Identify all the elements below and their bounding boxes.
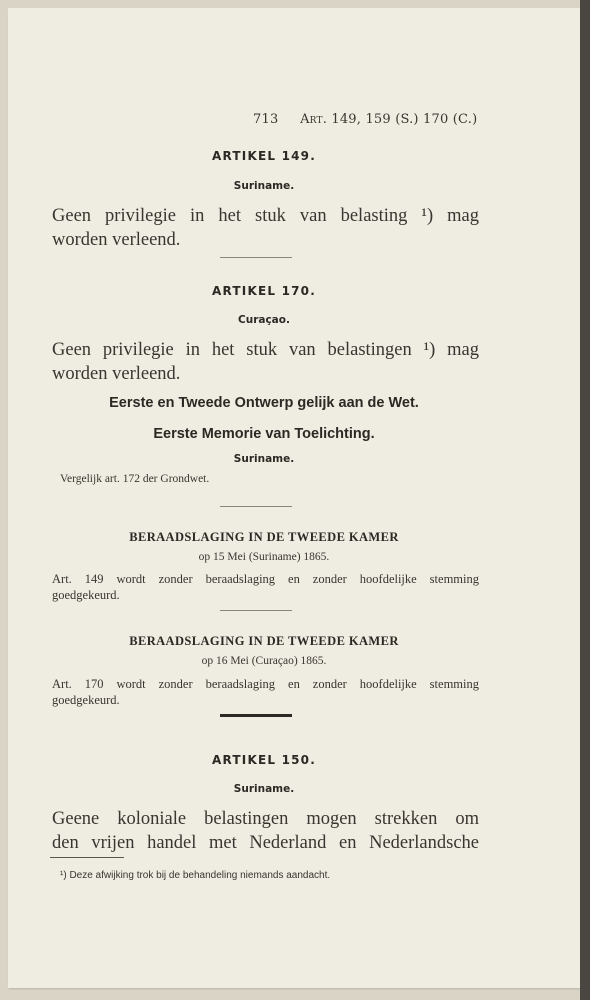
art149-title: ARTIKEL 149.: [212, 149, 316, 163]
art150-text-line1: Geene koloniale belastingen mogen strekken om: [52, 809, 479, 829]
art149-text-line2: worden verleend.: [52, 230, 181, 250]
footnote: ¹) Deze afwijking trok bij de behandeling niemands aandacht.: [60, 870, 331, 881]
art170-text: [52, 338, 479, 386]
beraad2-title: BERAADSLAGING IN DE TWEEDE KAMER: [129, 634, 399, 648]
separator-rule: [220, 610, 292, 611]
footnote-rule: [50, 857, 124, 858]
book-page: [8, 8, 580, 988]
art149-text: [52, 204, 479, 252]
beraad1-line1: Art. 149 wordt zonder beraadslaging en zonder hoofdelijke stemming: [52, 572, 479, 586]
beraad2-line1: Art. 170 wordt zonder beraadslaging en zonder hoofdelijke stemming: [52, 677, 479, 691]
beraad2-date: op 16 Mei (Curaçao) 1865.: [201, 655, 327, 667]
art170-title: ARTIKEL 170.: [212, 284, 316, 298]
memorie-heading: Eerste Memorie van Toelichting.: [153, 426, 375, 442]
art150-region: Suriname.: [233, 783, 295, 795]
page-edge: [580, 0, 590, 1000]
art149-region: Suriname.: [233, 180, 295, 192]
section-divider: [220, 714, 292, 717]
beraad1-date: op 15 Mei (Suriname) 1865.: [198, 551, 330, 563]
separator-rule: [220, 257, 292, 258]
separator-rule: [220, 506, 292, 507]
memorie-note: Vergelijk art. 172 der Grondwet.: [60, 473, 210, 485]
beraad1-line2: goedgekeurd.: [52, 588, 120, 602]
ontwerp-heading: Eerste en Tweede Ontwerp gelijk aan de Wet.: [109, 395, 419, 411]
running-head: [253, 112, 477, 127]
beraad2-text: [52, 676, 479, 708]
beraad1-text: [52, 571, 479, 603]
art170-text-line1: Geen privilegie in het stuk van belastingen ¹) mag: [52, 340, 479, 360]
art150-title: ARTIKEL 150.: [212, 753, 316, 767]
beraad1-title: BERAADSLAGING IN DE TWEEDE KAMER: [129, 530, 399, 544]
page-number: 713: [253, 112, 279, 127]
beraad2-line2: goedgekeurd.: [52, 693, 120, 707]
art150-text-line2: den vrijen handel met Nederland en Nederlandsche: [52, 833, 479, 853]
running-head-label: Art. 149, 159 (S.) 170 (C.): [300, 112, 478, 127]
memorie-region: Suriname.: [233, 453, 295, 465]
art149-text-line1: Geen privilegie in het stuk van belasting ¹) mag: [52, 206, 479, 226]
art170-text-line2: worden verleend.: [52, 364, 181, 384]
art170-region: Curaçao.: [238, 314, 290, 326]
art150-text: [52, 807, 479, 855]
